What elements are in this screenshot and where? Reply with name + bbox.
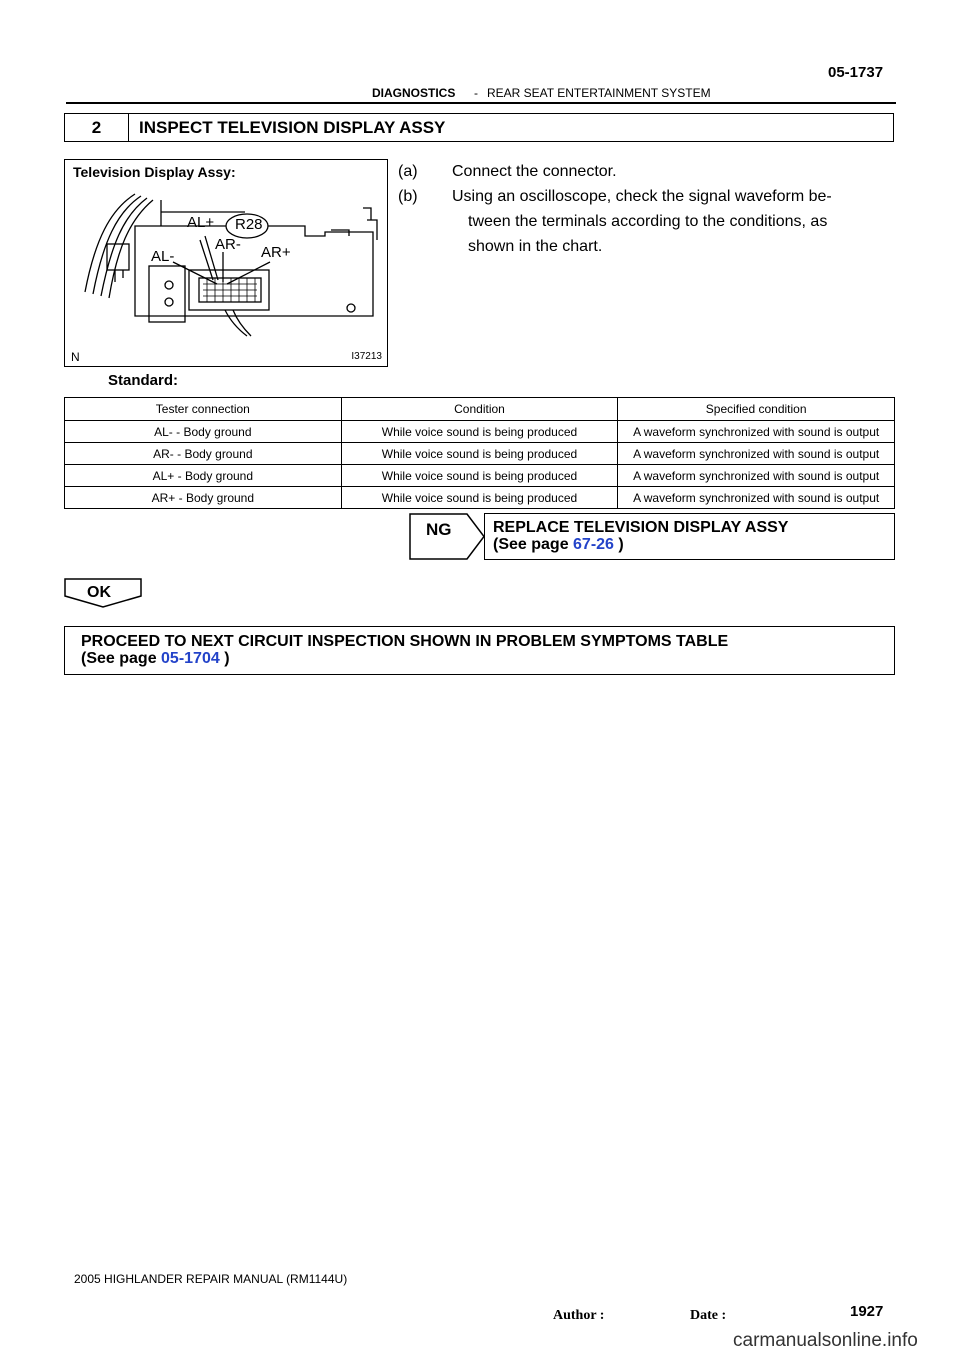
table-row xyxy=(65,421,895,443)
standard-label: Standard: xyxy=(108,372,179,389)
header-rule xyxy=(66,102,896,104)
table-cell: While voice sound is being produced xyxy=(341,421,618,443)
table-cell: AL+ - Body ground xyxy=(65,465,342,487)
page-number: 05-1737 xyxy=(828,64,884,81)
instruction-text: shown in the chart. xyxy=(468,238,603,255)
instruction-text: Connect the connector. xyxy=(452,163,617,180)
pin-label-ar-plus: AR+ xyxy=(261,244,291,261)
figure-code: I37213 xyxy=(351,351,382,362)
table-header-row xyxy=(65,398,895,421)
author-label: Author : xyxy=(553,1308,605,1323)
column-header: Tester connection xyxy=(65,398,342,421)
table-cell: AR+ - Body ground xyxy=(65,487,342,509)
pin-label-ar-minus: AR- xyxy=(215,236,241,253)
footer-page-number: 1927 xyxy=(850,1303,884,1320)
table-row xyxy=(65,465,895,487)
specification-table xyxy=(64,397,895,509)
ok-label: OK xyxy=(87,584,111,601)
instruction-text: tween the terminals according to the conditions, as xyxy=(468,213,828,230)
connector-figure xyxy=(64,159,388,367)
instruction-label: (b) xyxy=(398,188,418,205)
instruction-label: (a) xyxy=(398,163,418,180)
table-cell: A waveform synchronized with sound is output xyxy=(618,465,895,487)
reference-prefix: (See page xyxy=(81,650,162,667)
table-cell: A waveform synchronized with sound is output xyxy=(618,421,895,443)
table-cell: A waveform synchronized with sound is output xyxy=(618,487,895,509)
table-cell: While voice sound is being produced xyxy=(341,487,618,509)
table-cell: A waveform synchronized with sound is output xyxy=(618,443,895,465)
table-cell: While voice sound is being produced xyxy=(341,443,618,465)
reference-suffix: ) xyxy=(219,650,230,667)
step-title: INSPECT TELEVISION DISPLAY ASSY xyxy=(139,118,446,137)
column-header: Condition xyxy=(341,398,618,421)
figure-corner-mark: N xyxy=(71,350,80,364)
reference-prefix: (See page xyxy=(493,536,574,553)
section-title: DIAGNOSTICS xyxy=(372,86,456,100)
figure-title: Television Display Assy: xyxy=(73,164,236,180)
connector-label: R28 xyxy=(235,216,263,233)
section-separator: - xyxy=(474,86,478,100)
table-cell: While voice sound is being produced xyxy=(341,465,618,487)
instruction-text: Using an oscilloscope, check the signal waveform be- xyxy=(452,188,832,205)
watermark: carmanualsonline.info xyxy=(733,1330,918,1351)
pin-label-al-minus: AL- xyxy=(151,248,175,265)
table-cell: AL- - Body ground xyxy=(65,421,342,443)
step-header xyxy=(64,113,894,142)
ok-result-reference xyxy=(81,650,230,668)
column-header: Specified condition xyxy=(618,398,895,421)
ng-result-box xyxy=(484,513,895,560)
date-label: Date : xyxy=(690,1308,727,1323)
page-link-67-26[interactable]: 67-26 xyxy=(573,536,614,553)
subsection-title: REAR SEAT ENTERTAINMENT SYSTEM xyxy=(487,86,711,100)
connector-illustration xyxy=(65,160,388,367)
ok-result-title: PROCEED TO NEXT CIRCUIT INSPECTION SHOWN IN PROBLEM SYMPTOMS TABLE xyxy=(81,633,729,650)
manual-title: 2005 HIGHLANDER REPAIR MANUAL (RM1144U) xyxy=(74,1272,348,1286)
reference-suffix: ) xyxy=(613,536,624,553)
table-row xyxy=(65,443,895,465)
ok-result-box xyxy=(64,626,895,675)
ok-branch-tag xyxy=(64,578,142,608)
table-cell: AR- - Body ground xyxy=(65,443,342,465)
table-row xyxy=(65,487,895,509)
ng-result-reference xyxy=(493,536,624,554)
page-link-05-1704[interactable]: 05-1704 xyxy=(161,650,220,667)
step-number: 2 xyxy=(65,114,129,141)
ng-branch-tag xyxy=(409,513,485,560)
ng-label: NG xyxy=(426,520,452,539)
ng-result-title: REPLACE TELEVISION DISPLAY ASSY xyxy=(493,519,789,536)
pin-label-al-plus: AL+ xyxy=(187,214,215,231)
